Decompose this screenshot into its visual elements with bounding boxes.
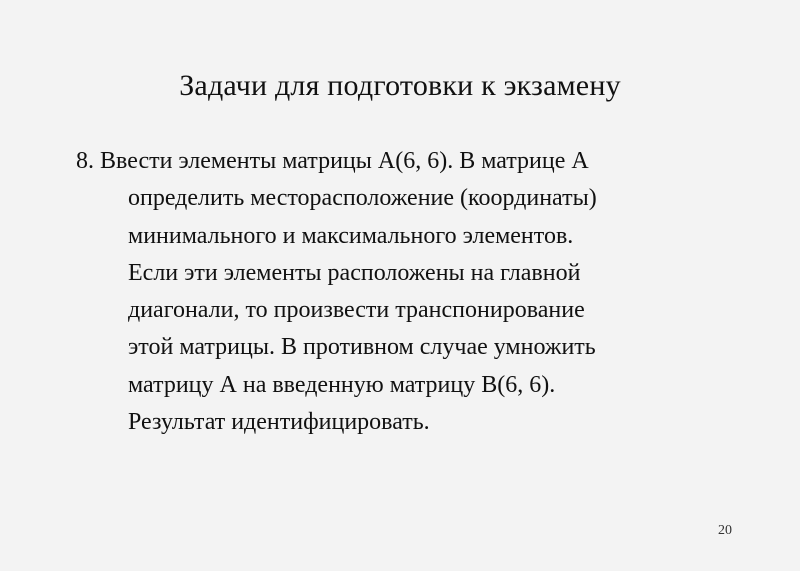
- task-line: Если эти элементы расположены на главной: [128, 259, 581, 286]
- task-line: Ввести элементы матрицы А(6, 6). В матрице А: [100, 148, 589, 174]
- task-line: минимального и максимального элементов.: [128, 222, 574, 249]
- task-number: 8.: [76, 148, 94, 174]
- slide-title: Задачи для подготовки к экзамену: [179, 69, 621, 102]
- task-line: Результат идентифицировать.: [128, 409, 430, 436]
- task-line: этой матрицы. В противном случае умножить: [128, 334, 596, 361]
- task-line: определить месторасположение (координаты): [128, 185, 597, 212]
- task-first-line: [76, 143, 736, 180]
- task-line: матрицу А на введенную матрицу В(6, 6).: [128, 371, 556, 398]
- page-number: 20: [718, 523, 732, 538]
- task-line: диагонали, то произвести транспонирование: [128, 297, 585, 324]
- task-text: [76, 143, 736, 441]
